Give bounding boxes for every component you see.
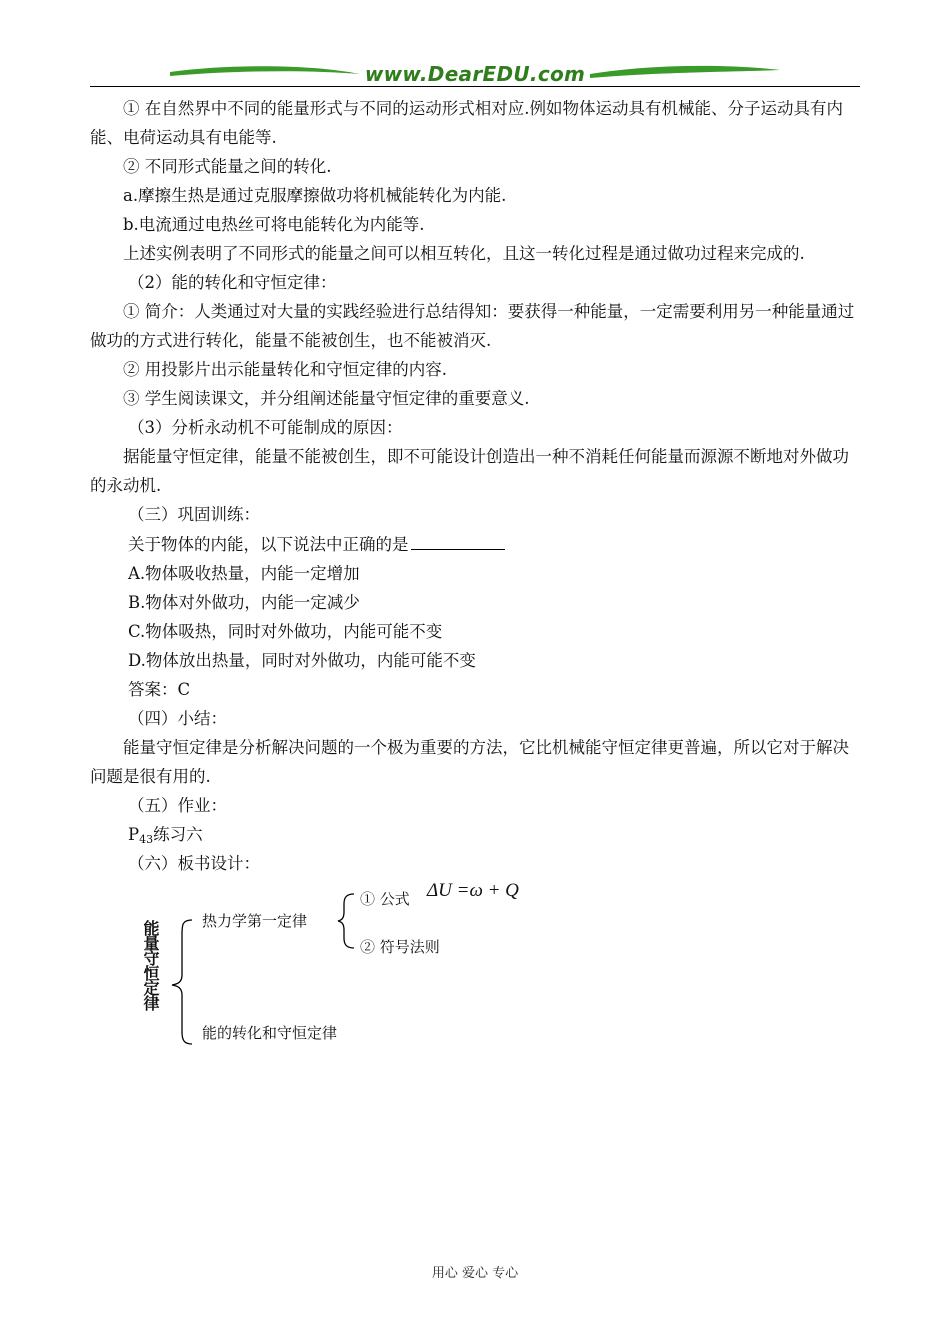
question-option-b: B.物体对外做功，内能一定减少 — [128, 593, 360, 612]
vertical-title: 能量守恒定律 — [141, 920, 160, 1010]
brace-graphics — [130, 880, 580, 1055]
question-option-d: D.物体放出热量，同时对外做功，内能可能不变 — [128, 651, 476, 670]
paragraph-line: 据能量守恒定律，能量不能被创生，即不可能设计创造出一种不消耗任何能量而源源不断地对外做功的永动机. — [90, 447, 849, 495]
branch-conservation-law: 能的转化和守恒定律 — [202, 1024, 338, 1042]
question-stem: 关于物体的内能，以下说法中正确的是 — [90, 529, 860, 559]
paragraph-line: ② 用投影片出示能量转化和守恒定律的内容. — [123, 360, 447, 379]
paragraph-line: ③ 学生阅读课文，并分组阐述能量守恒定律的重要意义. — [123, 389, 530, 408]
homework-heading: （五）作业： — [128, 796, 227, 815]
paragraph-line: a.摩擦生热是通过克服摩擦做功将机械能转化为内能. — [123, 186, 507, 205]
header-rule — [90, 86, 860, 87]
paragraph-line: ① 在自然界中不同的能量形式与不同的运动形式相对应.例如物体运动具有机械能、分子运动具有内能、电荷运动具有电能等. — [90, 99, 843, 147]
paragraph-line: （2）能的转化和守恒定律： — [128, 273, 337, 292]
paragraph-group — [90, 94, 860, 529]
document-body — [90, 94, 860, 878]
answer-blank — [411, 529, 505, 550]
question-option-c: C.物体吸热，同时对外做功，内能可能不变 — [128, 622, 443, 641]
summary-heading: （四）小结： — [128, 709, 227, 728]
paragraph-line: ① 简介：人类通过对大量的实践经验进行总结得知：要获得一种能量，一定需要利用另一种能量通过做功的方式进行转化，能量不能被创生，也不能被消灭. — [90, 302, 855, 350]
answer-line: 答案：C — [128, 680, 191, 699]
paragraph-line: ② 不同形式能量之间的转化. — [123, 157, 332, 176]
paragraph-line: （3）分析永动机不可能制成的原因： — [128, 418, 403, 437]
summary-text: 能量守恒定律是分析解决问题的一个极为重要的方法，它比机械能守恒定律更普遍，所以它对于解决问题是很有用的. — [90, 738, 849, 786]
paragraph-line: b.电流通过电热丝可将电能转化为内能等. — [123, 215, 425, 234]
item-sign-rule: ② 符号法则 — [360, 938, 440, 956]
board-heading: （六）板书设计： — [128, 854, 260, 873]
question-option-a: A.物体吸收热量，内能一定增加 — [128, 564, 360, 583]
item-formula-label: ① 公式 — [360, 890, 410, 908]
board-design-diagram — [130, 880, 580, 1055]
branch-first-law: 热力学第一定律 — [202, 912, 308, 930]
page-footer: 用心 爱心 专心 — [431, 1266, 519, 1281]
homework-text: $P_{43}$练习六 — [128, 825, 203, 846]
formula-text: ΔU =ω + Q — [427, 880, 519, 901]
brand-logo-text[interactable]: www.DearEDU.com — [364, 62, 586, 86]
paragraph-line: （三）巩固训练： — [128, 505, 260, 524]
paragraph-line: 上述实例表明了不同形式的能量之间可以相互转化，且这一转化过程是通过做功过程来完成的. — [123, 244, 805, 263]
